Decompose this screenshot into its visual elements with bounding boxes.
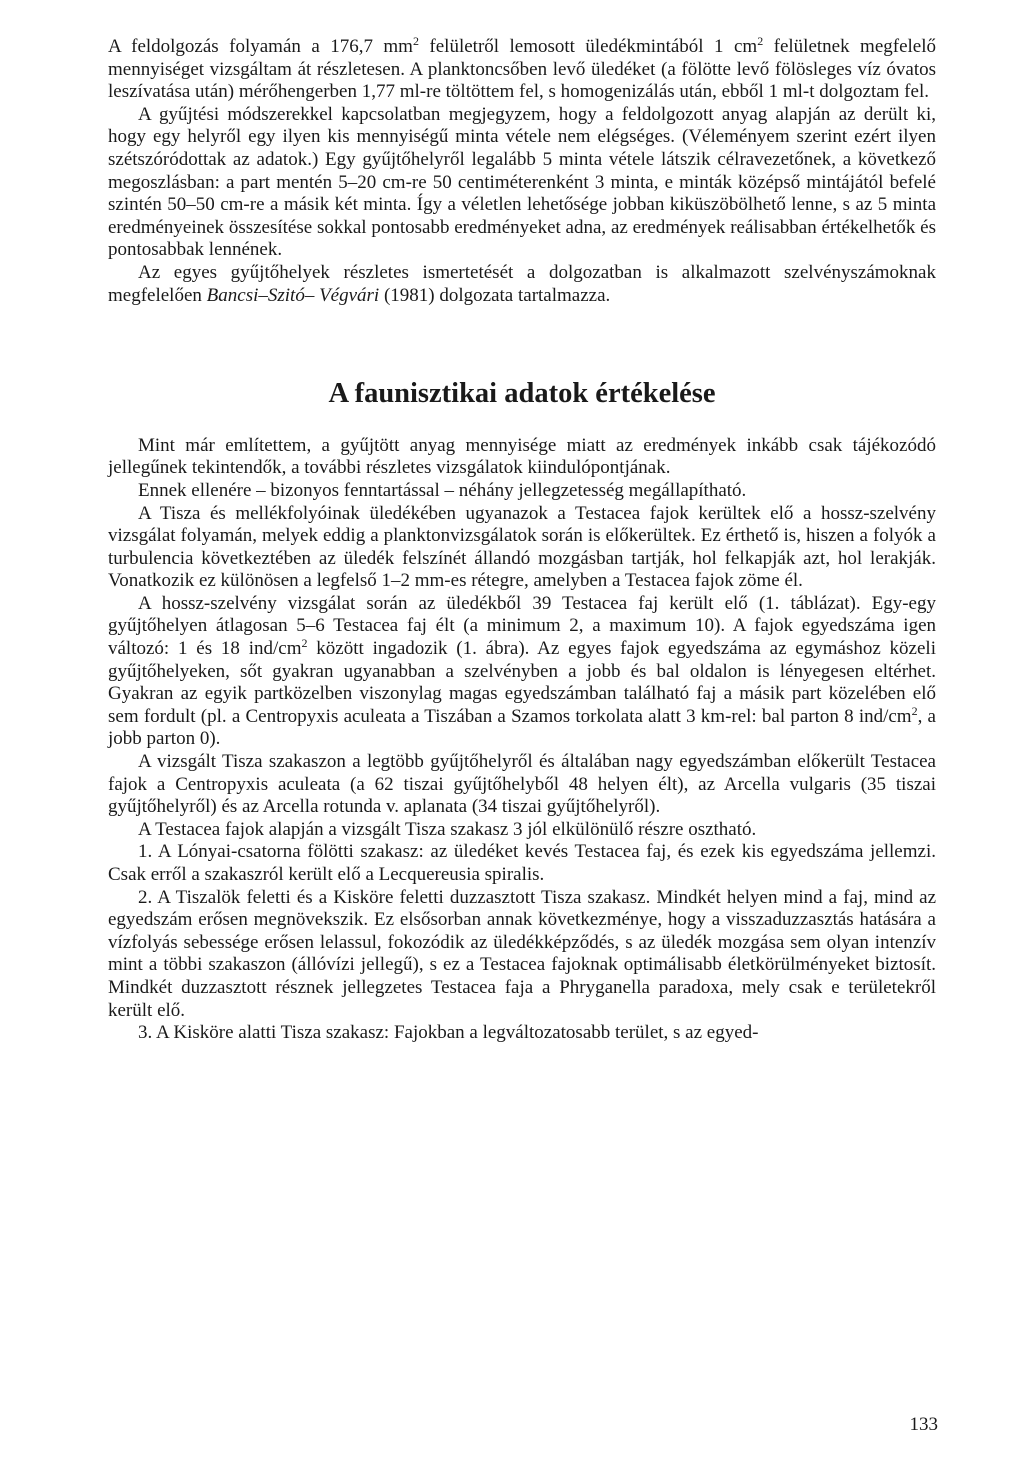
text-run: A vizsgált Tisza szakaszon a legtöbb gyűjtőhelyről és általában nagy egyedszámban előkerült Testacea fajok a Centropyxis aculeata (a 62 tiszai gyűjtőhelyből 48 helyen élt), az Arcella vulgaris (35 tiszai gyűjtőhelyről) és az Arcella rotunda v. aplanata (34 tiszai gyűjtőhelyről). xyxy=(108,751,936,818)
text-run: Ennek ellenére – bizonyos fenntartással – néhány jellegzetesség megállapítható. xyxy=(138,479,747,501)
text-run: A feldolgozás folyamán a 176,7 mm xyxy=(108,36,413,57)
italic-citation: Bancsi–Szitó– Végvári xyxy=(206,284,380,306)
paragraph xyxy=(108,593,936,751)
text-run: , a jobb parton 0). xyxy=(108,705,936,750)
paragraph xyxy=(108,819,936,842)
text-run: felületnek megfelelő mennyiséget vizsgáltam át részletesen. A planktoncsőben levő üledéket (a fölötte levő fölösleges víz óvatos leszívatása után) mérőhengerben 1,77 ml-re töltöttem fel, s homogenizálás után, ebből 1 ml-t dolgoztam fel. xyxy=(108,36,937,103)
text-run: Mint már említettem, a gyűjtött anyag mennyisége miatt az eredmények inkább csak tájékozódó jellegűnek tekintendők, a további részletes vizsgálatok kiindulópontjának. xyxy=(108,434,936,479)
text-run: A Tisza és mellékfolyóinak üledékében ugyanazok a Testacea fajok kerültek elő a hossz-szelvény vizsgálat folyamán, melyek eddig a planktonvizsgálatok során is előkerültek. Ez érthető is, hiszen a folyók a turbulencia következtében az üledék felszínét állandó mozgásban tartják, hol felkapják azt, hol lerakják. Vonatkozik ez különösen a legfelső 1–2 mm-es rétegre, amelyben a Testacea fajok zöme él. xyxy=(108,502,936,592)
paragraph xyxy=(108,841,936,886)
text-run: A gyűjtési módszerekkel kapcsolatban megjegyzem, hogy a feldolgozott anyag alapján az derült ki, hogy egy helyről egy ilyen kis mennyiségű minta vétele nem elégséges. (Véleményem szerint ezért ilyen szétszóródottak az adatok.) Egy gyűjtőhelyről legalább 5 minta vétele látszik célravezetőnek, a következő megoszlásban: a part mentén 5–20 cm-re 50 centiméterenként 3 minta, e minták középső mintájától befelé szintén 50–50 cm-re a másik két minta. Így a véletlen lehetősége jobban kiküszöbölhető lenne, s az 5 minta eredményeinek összesítése sokkal pontosabb eredményeket adna, az eredmények reálisabban értékelhetők és pontosabbak lennének. xyxy=(108,103,936,261)
document-page xyxy=(108,36,936,1045)
section-title: A faunisztikai adatok értékelése xyxy=(328,378,716,410)
paragraph xyxy=(108,435,936,480)
text-run: 3. A Kisköre alatti Tisza szakasz: Fajokban a legváltozatosabb terület, s az egyed- xyxy=(138,1022,759,1044)
body-section xyxy=(108,435,936,1045)
text-run: (1981) dolgozata tartalmazza. xyxy=(379,284,611,306)
paragraph xyxy=(108,887,936,1023)
page-number: 133 xyxy=(909,1414,938,1435)
intro-section xyxy=(108,36,936,307)
superscript: 2 xyxy=(301,636,308,651)
paragraph xyxy=(108,503,936,593)
paragraph xyxy=(108,751,936,819)
text-run: A Testacea fajok alapján a vizsgált Tisza szakasz 3 jól elkülönülő részre osztható. xyxy=(138,818,757,840)
paragraph xyxy=(108,480,936,503)
text-run: 1. A Lónyai-csatorna fölötti szakasz: az üledéket kevés Testacea faj, és ezek kis egyedszáma jellemzi. Csak erről a szakaszról került elő a Lecquereusia spiralis. xyxy=(108,841,936,885)
text-run: felületről lemosott üledékmintából 1 cm xyxy=(418,36,758,57)
text-run: között ingadozik (1. ábra). Az egyes fajok egyedszáma az egymáshoz közeli gyűjtőhelyeken, sőt gyakran ugyanabban a szelvényben a jobb és bal oldalon is lényegesen eltérhet. Gyakran az egyik partközelben viszonylag magas egyedszámban található faj a másik part közelében elő sem fordult (pl. a Centropyxis aculeata a Tiszában a Szamos torkolata alatt 3 km-rel: bal parton 8 ind/cm xyxy=(108,638,936,727)
paragraph xyxy=(108,262,936,307)
text-run: A hossz-szelvény vizsgálat során az üledékből 39 Testacea faj került elő (1. táblázat). Egy-egy gyűjtőhelyen átlagosan 5–6 Testacea faj élt (a minimum 2, a maximum 10). A fajok egyedszáma igen változó: 1 és 18 ind/cm xyxy=(108,592,936,660)
paragraph xyxy=(108,1022,936,1045)
superscript: 2 xyxy=(412,34,419,48)
superscript: 2 xyxy=(757,34,764,48)
paragraph xyxy=(108,36,936,104)
paragraph xyxy=(108,104,936,262)
text-run: Az egyes gyűjtőhelyek részletes ismertetését a dolgozatban is alkalmazott szelvényszámoknak megfelelően xyxy=(108,261,936,306)
superscript: 2 xyxy=(911,703,918,718)
text-run: 2. A Tiszalök feletti és a Kisköre feletti duzzasztott Tisza szakasz. Mindkét helyen mind a faj, mind az egyedszám erősen megnövekszik. Ez elsősorban annak következménye, hogy a visszaduzzasztás hatására a vízfolyás sebessége erősen lelassul, fokozódik az üledékképződés, s az üledék mozgása sem olyan intenzív mint a többi szakaszon (állóvízi jellegű), s ez a Testacea fajoknak optimálisabb életkörülményeket biztosít. Mindkét duzzasztott résznek jellegzetes Testacea faja a Phryganella paradoxa, mely csak e területekről került elő. xyxy=(108,886,936,1021)
